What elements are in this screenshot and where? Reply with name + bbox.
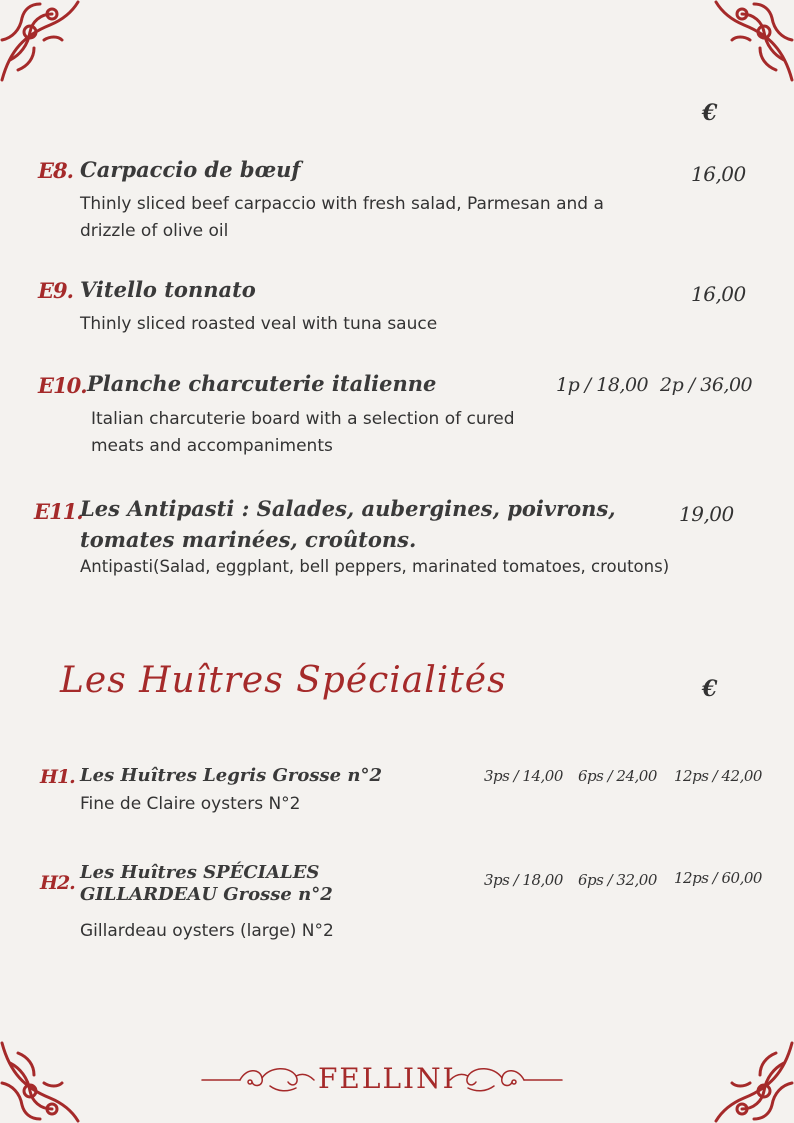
item-code: E8. [38,158,73,183]
item-price: 6ps / 24,00 [578,767,657,785]
item-description: Italian charcuterie board with a selection of cured meats and accompaniments [91,409,515,456]
brand-logo: FELLINI [318,1062,456,1095]
item-code: H2. [40,872,75,894]
item-price: 3ps / 18,00 [484,871,563,889]
item-title: Planche charcuterie italienne [87,371,437,396]
corner-flourish-icon [0,0,82,88]
item-price: 12ps / 60,00 [674,869,762,887]
item-price: 1p / 18,00 [556,374,649,396]
item-price: 16,00 [691,162,746,186]
item-price: 16,00 [691,282,746,306]
item-title: Les Antipasti : Salades, aubergines, poivrons, tomates marinées, croûtons. [80,496,616,552]
corner-flourish-icon [712,0,794,88]
scroll-flourish-icon [448,1058,564,1098]
item-price: 6ps / 32,00 [578,871,657,889]
item-price: 2p / 36,00 [660,374,753,396]
section-title: Les Huîtres Spécialités [60,660,507,701]
item-description: Thinly sliced roasted veal with tuna sauce [80,314,438,334]
item-title: Les Huîtres Legris Grosse n°2 [80,765,382,786]
item-title: Vitello tonnato [80,277,256,302]
item-description: Thinly sliced beef carpaccio with fresh salad, Parmesan and a drizzle of olive oil [80,194,604,241]
item-description: Antipasti(Salad, eggplant, bell peppers, marinated tomatoes, croutons) [80,557,670,576]
scroll-flourish-icon [200,1058,316,1098]
item-code: H1. [40,766,75,788]
item-price: 19,00 [679,502,734,526]
item-price: 3ps / 14,00 [484,767,563,785]
item-description: Fine de Claire oysters N°2 [80,794,301,814]
corner-flourish-icon [712,1035,794,1123]
item-code: E11. [34,499,83,524]
currency-symbol: € [702,100,718,126]
item-code: E9. [38,278,73,303]
item-description: Gillardeau oysters (large) N°2 [80,921,334,941]
item-code: E10. [38,373,87,398]
item-price: 12ps / 42,00 [674,767,762,785]
currency-symbol: € [702,676,718,702]
item-title: Carpaccio de bœuf [80,157,301,182]
item-title: Les Huîtres SPÉCIALES GILLARDEAU Grosse n°2 [80,862,333,905]
corner-flourish-icon [0,1035,82,1123]
